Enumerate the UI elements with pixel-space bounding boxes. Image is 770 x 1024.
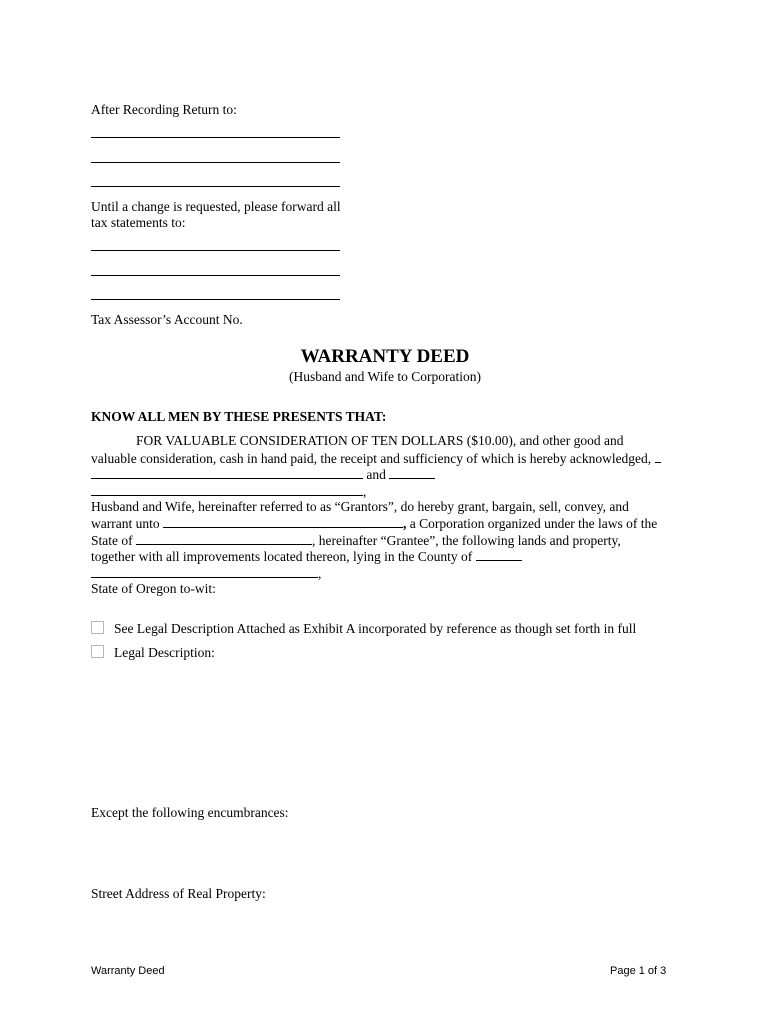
consideration-line-1: FOR VALUABLE CONSIDERATION OF TEN DOLLARS ($10.00), and other good and [136, 433, 624, 448]
tax-forward-label-2: tax statements to: [91, 215, 186, 230]
county-field-cont[interactable] [91, 565, 318, 578]
comma: , [363, 484, 367, 499]
grantor-continued-line [91, 483, 366, 500]
return-label: After Recording Return to: [91, 102, 237, 117]
grantor-2-field-cont[interactable] [91, 483, 363, 496]
grantee-corporation-field[interactable] [163, 515, 403, 528]
exhibit-label: See Legal Description Attached as Exhibit A incorporated by reference as though set forth in full [114, 621, 637, 636]
county-field[interactable] [476, 548, 522, 561]
grantor-blank-start[interactable] [655, 450, 661, 463]
footer-document-name: Warranty Deed [91, 965, 165, 977]
and-word: and [366, 467, 386, 482]
legal-description-label: Legal Description: [114, 645, 215, 660]
consideration-line-2-text: valuable consideration, cash in hand paid, the receipt and sufficiency of which is hereby acknowledged, [91, 451, 652, 466]
grantee-comma: , [402, 516, 407, 531]
tax-forward-label-1: Until a change is requested, please forward all [91, 199, 341, 214]
return-line-2[interactable] [91, 162, 340, 163]
grantor-1-field[interactable] [91, 466, 363, 479]
encumbrances-label: Except the following encumbrances: [91, 805, 289, 820]
return-line-1[interactable] [91, 137, 340, 138]
state-oregon-text: State of Oregon to-wit: [91, 581, 216, 596]
state-of-text: State of [91, 533, 133, 548]
account-label: Tax Assessor’s Account No. [91, 312, 243, 327]
body-heading: KNOW ALL MEN BY THESE PRESENTS THAT: [91, 409, 387, 424]
grantor-2-field[interactable] [389, 466, 435, 479]
warrant-line [91, 515, 657, 532]
tax-line-2[interactable] [91, 275, 340, 276]
tax-line-3[interactable] [91, 299, 340, 300]
corp-text: a Corporation organized under the laws of the [409, 516, 658, 531]
county-line [91, 548, 522, 565]
grantee-text: , hereinafter “Grantee”, the following lands and property, [312, 533, 621, 548]
tax-line-1[interactable] [91, 250, 340, 251]
legal-description-checkbox[interactable] [91, 645, 104, 658]
consideration-line-2 [91, 450, 661, 467]
warrant-unto-text: warrant unto [91, 516, 160, 531]
state-field[interactable] [136, 532, 312, 545]
return-line-3[interactable] [91, 186, 340, 187]
state-line [91, 532, 621, 549]
footer-page-number: Page 1 of 3 [610, 965, 667, 977]
grantor-names-line [91, 466, 435, 483]
exhibit-checkbox[interactable] [91, 621, 104, 634]
county-text: together with all improvements located thereon, lying in the County of [91, 549, 473, 564]
document-subtitle: (Husband and Wife to Corporation) [289, 369, 481, 384]
document-title: WARRANTY DEED [300, 346, 470, 367]
street-address-label: Street Address of Real Property: [91, 886, 266, 901]
county-comma: , [318, 566, 322, 581]
grantors-clause: Husband and Wife, hereinafter referred to as “Grantors”, do hereby grant, bargain, sell, convey, and [91, 499, 629, 514]
county-continued-line [91, 565, 321, 582]
